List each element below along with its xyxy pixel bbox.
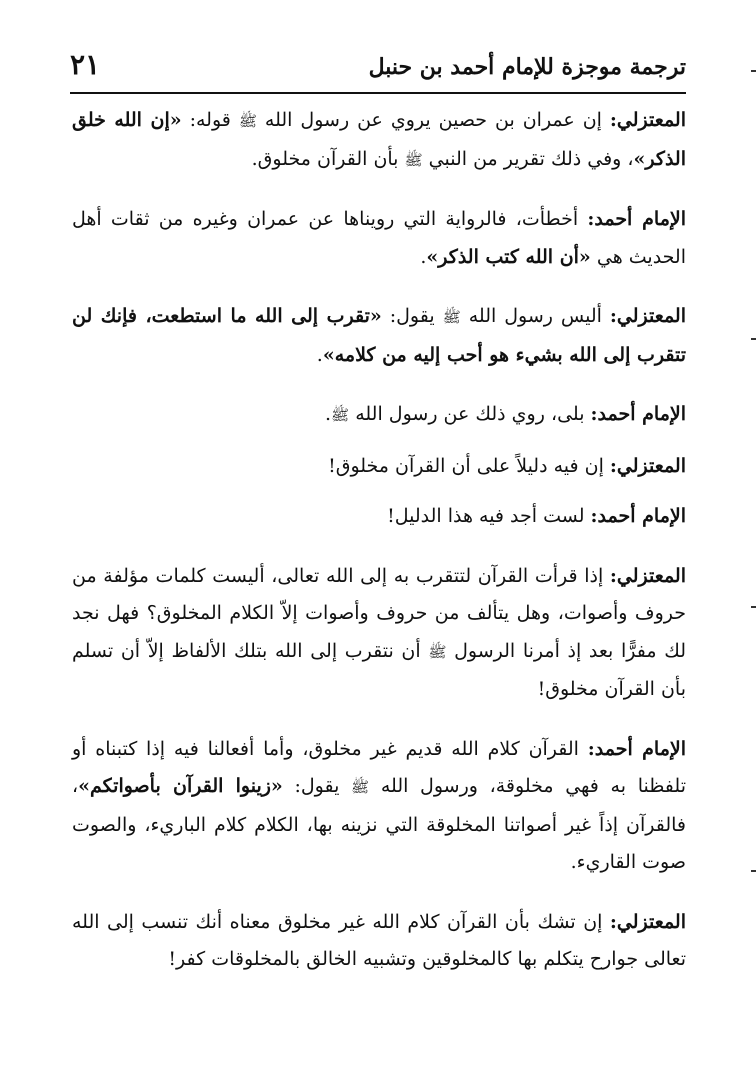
text: ، وفي ذلك تقرير من النبي <box>422 147 634 170</box>
scan-edge-mark <box>751 338 756 340</box>
quotation: «إن الله خلق الذكر» <box>72 109 686 170</box>
salutation-glyph: ﷺ <box>351 778 370 796</box>
paragraph-6 <box>72 498 686 536</box>
scan-edge-mark <box>751 606 756 608</box>
page-number: ٢١ <box>70 48 101 81</box>
speaker-label: الإمام أحمد: <box>587 737 686 760</box>
text: يقول: <box>381 305 443 327</box>
text: أخطأت، فالرواية التي رويناها عن عمران وغيره من ثقات أهل الحديث هي <box>72 208 686 268</box>
speaker-label: المعتزلي: <box>609 305 686 327</box>
text: أن نتقرب إلى الله بتلك الألفاظ إلاّ أن تسلم بأن القرآن مخلوق! <box>72 639 686 700</box>
text: القرآن كلام الله قديم غير مخلوق، وأما أفعالنا فيه إذا كتبناه أو تلفظنا به فهي مخلوقة، ورسول الله <box>72 737 686 797</box>
text: أليس رسول الله <box>460 305 610 327</box>
running-header <box>70 46 686 90</box>
speaker-label: المعتزلي: <box>609 109 686 131</box>
speaker-label: الإمام أحمد: <box>590 505 686 527</box>
paragraph-4 <box>72 396 686 435</box>
speaker-label: الإمام أحمد: <box>590 403 686 425</box>
text: بلى، روي ذلك عن رسول الله <box>349 403 591 425</box>
scan-edge-mark <box>751 870 756 872</box>
scan-edge-mark <box>751 70 756 72</box>
text: يقول: <box>282 775 352 797</box>
salutation-glyph: ﷺ <box>442 308 461 326</box>
running-title: ترجمة موجزة للإمام أحمد بن حنبل <box>368 54 686 80</box>
text: إن تشك بأن القرآن كلام الله غير مخلوق معناه أنك تنسب إلى الله تعالى جوارح يتكلم بها كالمخلوقين وتشبيه الخالق بالمخلوقات كفر! <box>72 910 686 970</box>
header-divider <box>70 92 686 94</box>
speaker-label: المعتزلي: <box>609 564 686 587</box>
speaker-label: المعتزلي: <box>609 910 686 933</box>
paragraph-5 <box>72 448 686 486</box>
text: . <box>316 343 323 366</box>
text: إن فيه دليلاً على أن القرآن مخلوق! <box>328 454 610 477</box>
salutation-glyph: ﷺ <box>331 406 350 424</box>
paragraph-8 <box>72 731 686 882</box>
salutation-glyph: ﷺ <box>428 642 447 661</box>
text: قوله: <box>181 109 239 131</box>
text: . <box>324 403 332 425</box>
salutation-glyph: ﷺ <box>404 150 423 169</box>
quotation: «أن الله كتب الذكر» <box>426 245 591 268</box>
text: . <box>420 245 427 268</box>
text: ، فالقرآن إذاً غير أصواتنا المخلوقة التي نزينه بها، الكلام كلام الباريء، والصوت صوت القاريء. <box>72 775 686 873</box>
paragraph-7 <box>72 558 686 709</box>
paragraph-3 <box>72 298 686 374</box>
text: إن عمران بن حصين يروي عن رسول الله <box>256 109 610 131</box>
text: إذا قرأت القرآن لتتقرب به إلى الله تعالى، أليست كلمات مؤلفة من حروف وأصوات، وهل يتألف من حروف وأصوات إلاّ الكلام المخلوق؟ فهل نجد لك مفرًّا بعد إذ أمرنا الرسول <box>72 564 686 662</box>
speaker-label: الإمام أحمد: <box>587 208 686 230</box>
text: بأن القرآن مخلوق. <box>251 147 405 170</box>
salutation-glyph: ﷺ <box>238 112 257 130</box>
quotation: «تقرب إلى الله ما استطعت، فإنك لن تتقرب إلى الله بشيء هو أحب إليه من كلامه» <box>72 305 686 366</box>
speaker-label: المعتزلي: <box>609 454 686 477</box>
quotation: «زينوا القرآن بأصواتكم» <box>78 775 283 797</box>
text: لست أجد فيه هذا الدليل! <box>387 505 591 527</box>
paragraph-1 <box>72 102 686 179</box>
paragraph-2 <box>72 201 686 276</box>
paragraph-9 <box>72 904 686 979</box>
page-body <box>72 102 686 992</box>
